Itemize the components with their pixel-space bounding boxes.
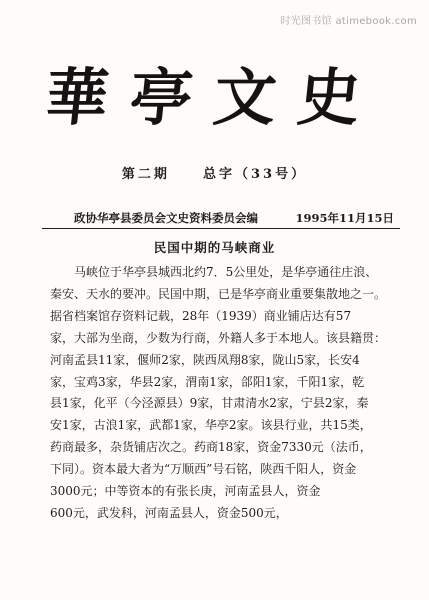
issue-total: 总字（33号） — [202, 167, 308, 182]
editor-org: 政协华亭县委员会文史资料委员会编 — [74, 211, 258, 225]
issue-line — [0, 163, 429, 182]
body-line: 家，宝鸡3家，华县2家，渭南1家，郃阳1家，千阳1家，乾 — [50, 374, 365, 389]
header-rule — [42, 228, 400, 229]
body-line: 家，大部为坐商，少数为行商，外籍人多于本地人。该县籍贯： — [50, 330, 387, 345]
body-line: 下同）。资本最大者为“万顺西”号石铭，陕西千阳人，资金 — [50, 462, 357, 477]
publish-date: 1995年11月15日 — [295, 211, 394, 225]
body-line: 安1家，古浪1家，武都1家，华亭2家。该县行业，共15类， — [50, 418, 372, 433]
article-body — [50, 262, 395, 525]
body-line: 县1家，化平（今泾源县）9家，甘肃清水2家，宁县2家，秦 — [50, 396, 369, 411]
editor-line — [74, 210, 394, 226]
body-line: 据省档案馆存资料记载，28年（1939）商业铺店达有57 — [50, 308, 352, 323]
masthead-title: 華亭文史 — [42, 61, 386, 134]
body-line: 600元，武发科，河南孟县人，资金500元， — [50, 505, 288, 520]
watermark: 时光图书馆 atimebook.com — [280, 16, 417, 27]
body-line: 3000元；中等资本的有张长庚，河南孟县人，资金 — [50, 484, 321, 499]
body-line: 药商最多，杂货铺店次之。药商18家，资金7330元（法币， — [50, 440, 372, 455]
article-title: 民国中期的马峡商业 — [153, 240, 276, 255]
body-line: 马峡位于华亭县城西北约7．5公里处，是华亭通往庄浪、 — [74, 265, 378, 279]
body-line: 秦安、天水的要冲。民国中期，已是华亭商业重要集散地之一。 — [50, 286, 387, 301]
issue-number: 第二期 — [121, 167, 170, 182]
body-line: 河南孟县11家，偃师2家，陕西凤翔8家，陇山5家，长安4 — [50, 352, 360, 367]
